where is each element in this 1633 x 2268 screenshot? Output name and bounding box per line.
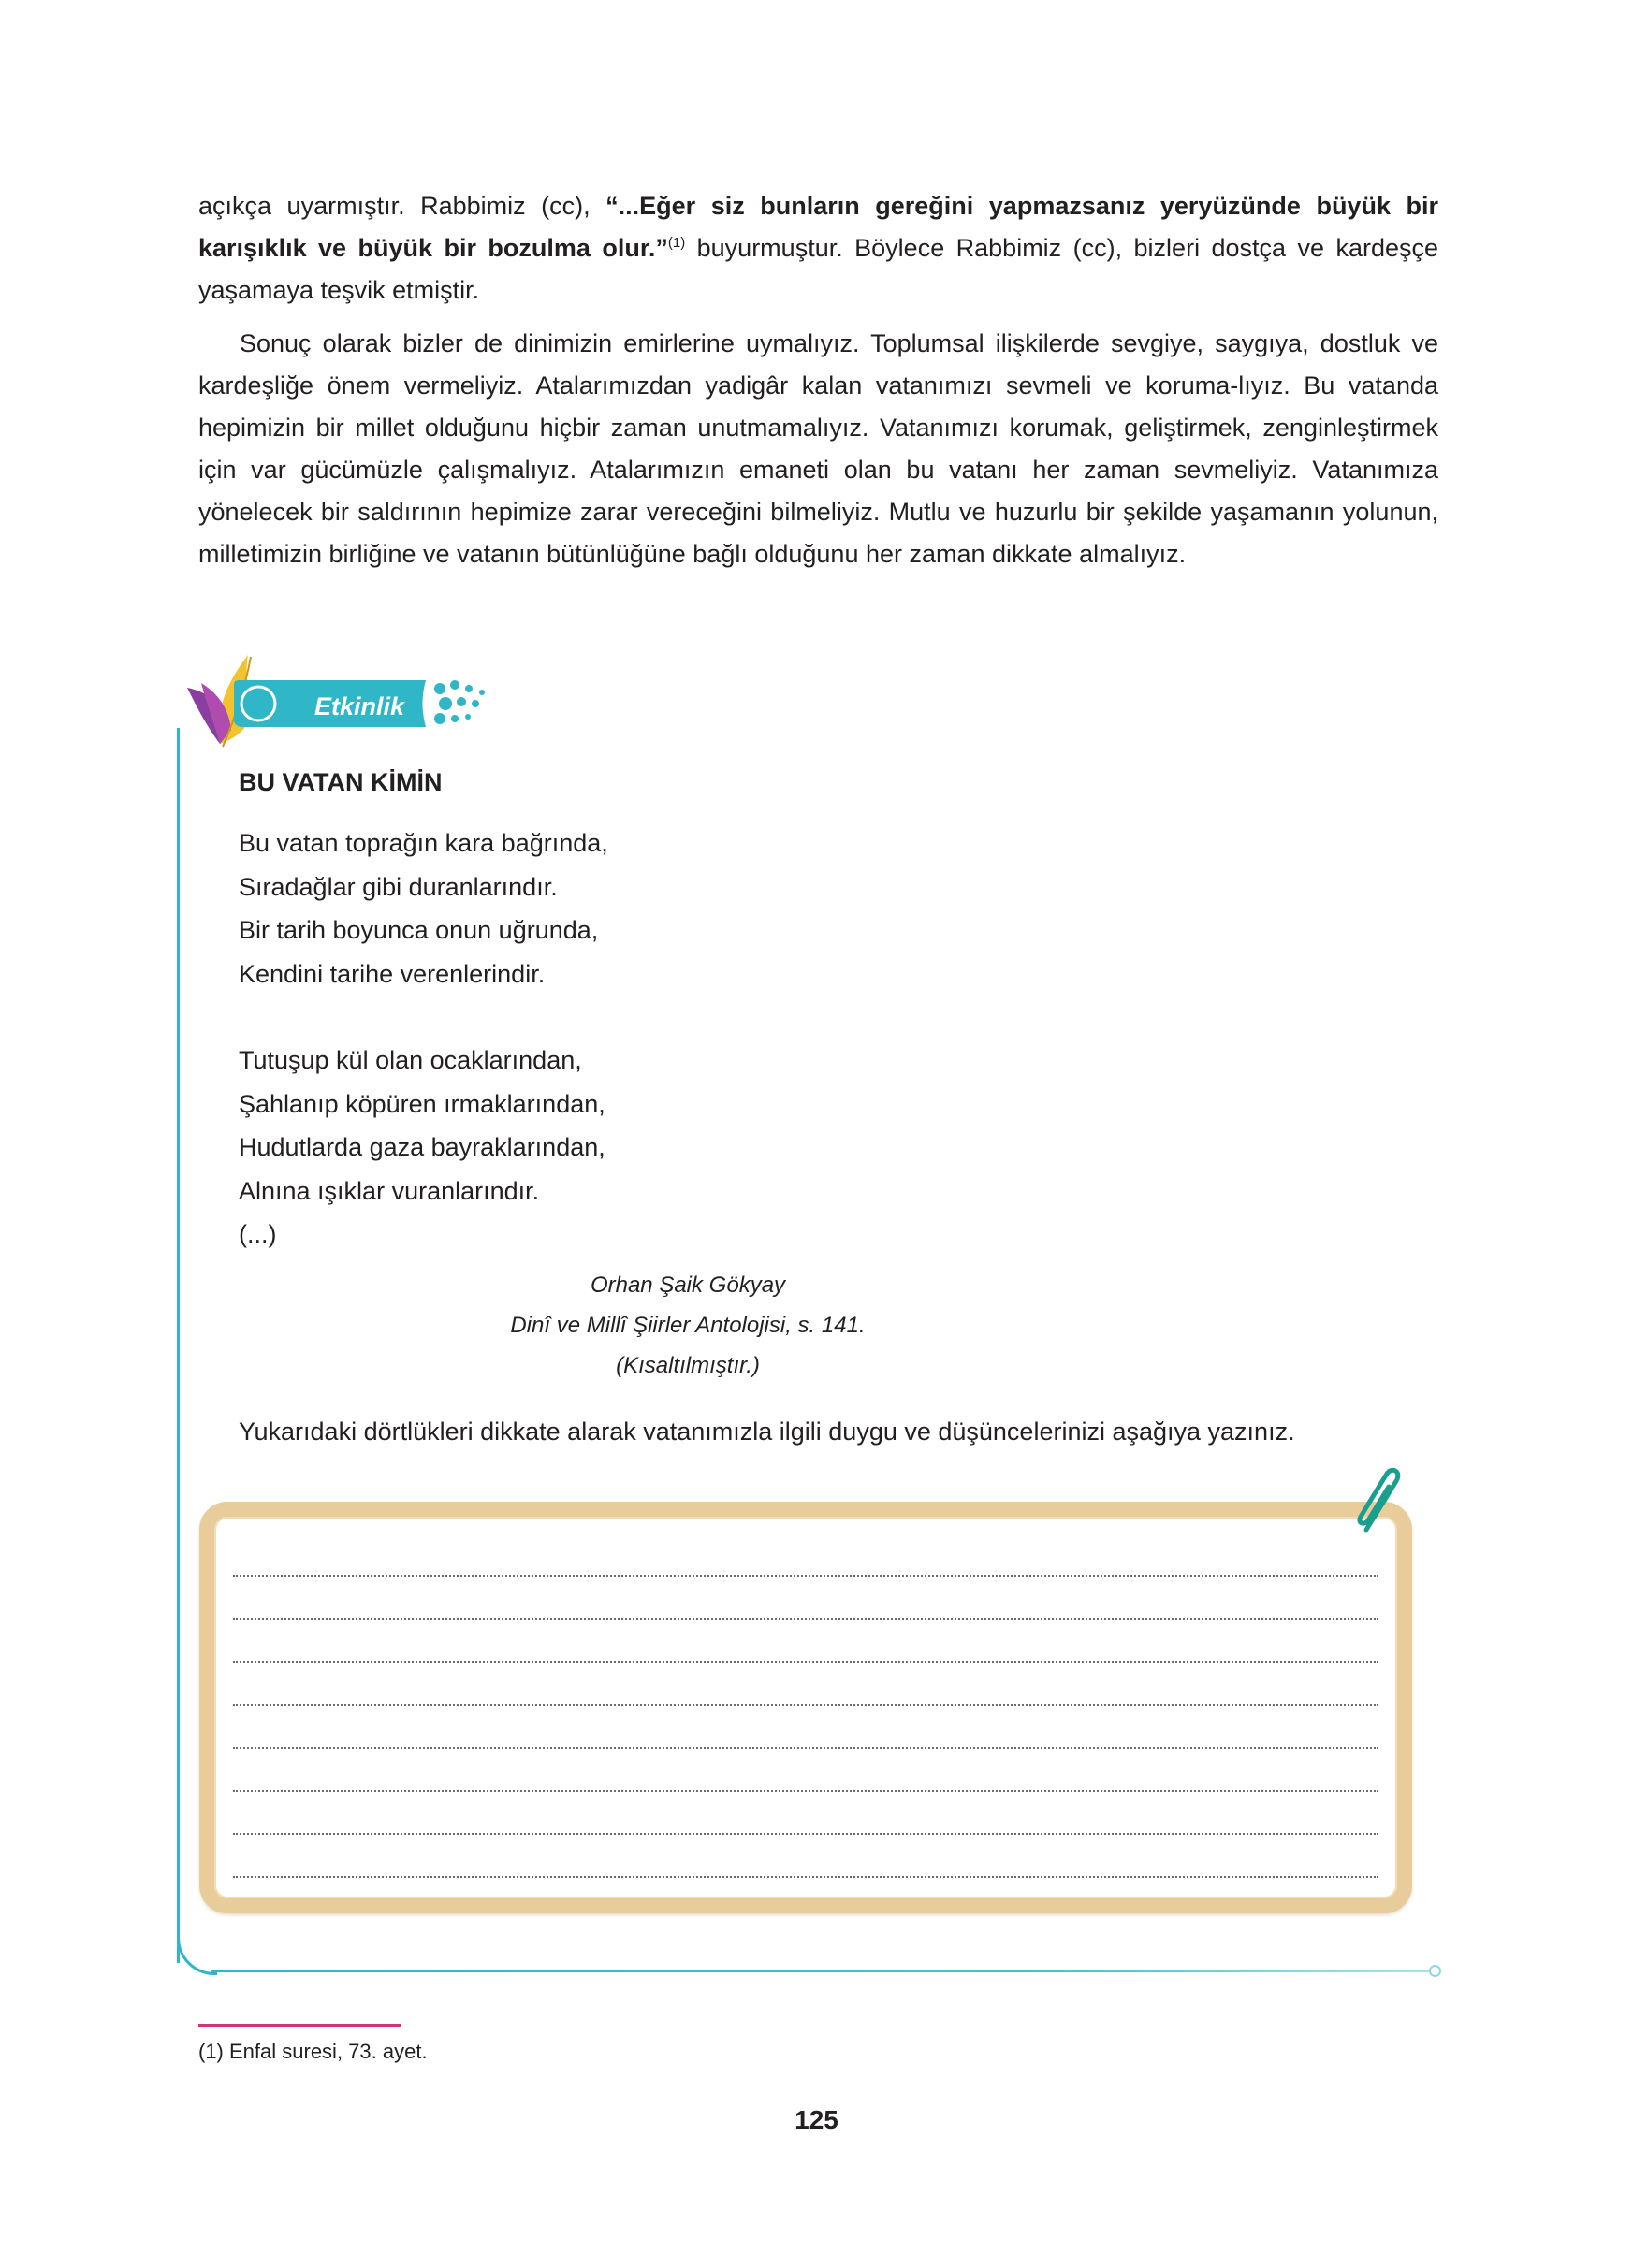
verse-line: Şahlanıp köpüren ırmaklarından, (239, 1089, 605, 1118)
footnote-rule (198, 2024, 401, 2027)
writing-line[interactable] (233, 1618, 1378, 1620)
quoted-verse: “...Eğer siz bunların gereğini yapmazsanız yeryüzünde büyük bir karışıklık ve büyük bir bozulma olur.” (198, 192, 1438, 262)
paragraph-1-tail: buyurmuştur. Böylece Rabbimiz (cc), bizleri dostça ve kardeşçe yaşamaya teşvik etmiştir. (198, 234, 1439, 304)
footnote: (1) Enfal suresi, 73. ayet. (198, 2040, 428, 2063)
paragraph-2-text: Sonuç olarak bizler de dinimizin emirlerine uymalıyız. Toplumsal ilişkilerde sevgiye, saygıya, dostluk ve kardeşliğe önem vermeliyiz. Atalarımızdan yadigâr kalan vatanımızı sevmeli ve koruma-lıyız. Bu vatanda hepimizin bir millet olduğunu hiçbir zaman unutmamalıyız. Vatanımızı korumak, geliştirmek, zenginleştirmek için var gücümüzle çalışmalıyız. Atalarımızın emaneti olan bu vatanı her zaman sevmeliyiz. Vatanımıza yönelecek bir saldırının hepimize zarar vereceğini bilmeliyiz. Mutlu ve huzurlu bir şekilde yaşamanın yolunun, milletimizin birliğine ve vatanın bütünlüğüne bağlı olduğunu her zaman dikkate almalıyız. (198, 329, 1438, 568)
writing-line[interactable] (233, 1575, 1378, 1577)
verse-line: Bir tarih boyunca onun uğrunda, (239, 916, 599, 944)
writing-box[interactable] (199, 1502, 1412, 1913)
paragraph-1 (198, 185, 1438, 312)
verse-line: Tutuşup kül olan ocaklarından, (239, 1046, 582, 1074)
activity-frame-bottom (211, 1970, 1430, 1972)
verse-line: Hudutlarda gaza bayraklarından, (239, 1133, 605, 1161)
writing-line[interactable] (233, 1833, 1378, 1835)
citation-source: Dinî ve Millî Şiirler Antolojisi, s. 141. (510, 1313, 866, 1338)
activity-instruction: Yukarıdaki dörtlükleri dikkate alarak vatanımızla ilgili duygu ve düşüncelerinizi aşağıya yazınız. (239, 1418, 1295, 1446)
citation-author: Orhan Şaik Gökyay (590, 1272, 786, 1298)
verse-line: Alnına ışıklar vuranlarındır. (239, 1176, 540, 1205)
writing-line[interactable] (233, 1704, 1378, 1706)
page-number: 125 (795, 2105, 838, 2134)
paragraph-2 (198, 323, 1438, 575)
verse-line: Bu vatan toprağın kara bağrında, (239, 829, 608, 857)
verse-line: (...) (239, 1220, 277, 1248)
activity-badge-label: Etkinlik (313, 692, 405, 720)
activity-frame-end-dot (1429, 1965, 1441, 1977)
stanza-2 (239, 1039, 605, 1257)
writing-line[interactable] (233, 1747, 1378, 1749)
verse-line: Sıradağlar gibi duranlarındır. (239, 872, 558, 901)
writing-line[interactable] (233, 1876, 1378, 1878)
footnote-ref: (1) (667, 235, 686, 251)
paragraph-1-lead: açıkça uyarmıştır. Rabbimiz (cc), (198, 192, 606, 220)
stanza-1 (239, 821, 608, 996)
paperclip-icon (1348, 1464, 1413, 1539)
verse-line: Kendini tarihe verenlerindir. (239, 959, 546, 988)
writing-line[interactable] (233, 1790, 1378, 1792)
citation-note: (Kısaltılmıştır.) (616, 1353, 760, 1378)
writing-line[interactable] (233, 1661, 1378, 1663)
poem-title: BU VATAN KİMİN (239, 768, 443, 796)
activity-frame-left (177, 728, 180, 1963)
